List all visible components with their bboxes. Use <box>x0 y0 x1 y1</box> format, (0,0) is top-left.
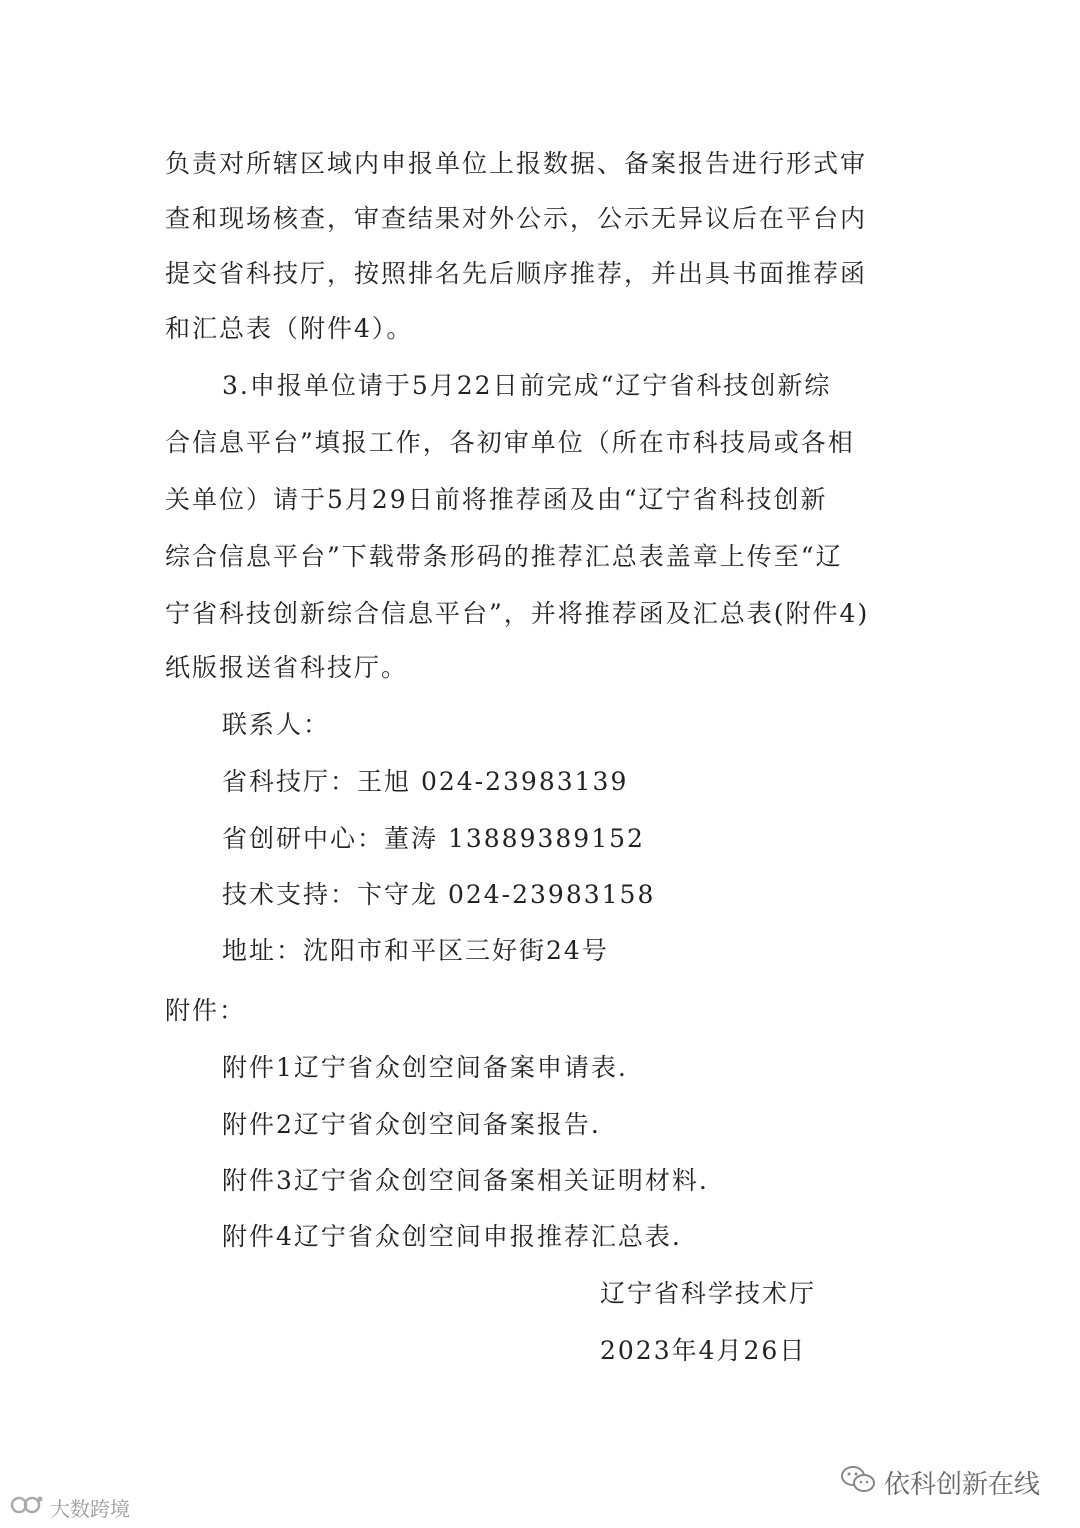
contact-item: 省创研中心：董涛 13889389152 <box>222 824 645 853</box>
brand-watermark <box>10 1492 130 1522</box>
contacts-heading: 联系人： <box>222 710 331 739</box>
contact-item: 省科技厅：王旭 024-23983139 <box>222 767 629 796</box>
body-line-5: 3.申报单位请于5月22日前完成“辽宁省科技创新综 <box>222 371 832 400</box>
body-line-9: 宁省科技创新综合信息平台”，并将推荐函及汇总表(附件4) <box>165 599 870 628</box>
attachment-item: 附件4辽宁省众创空间申报推荐汇总表. <box>222 1222 682 1251</box>
wechat-account-name: 依科创新在线 <box>884 1469 1041 1500</box>
body-line-3: 提交省科技厅，按照排名先后顺序推荐，并出具书面推荐函 <box>165 259 868 288</box>
wechat-watermark <box>840 1462 1040 1502</box>
contact-address: 地址：沈阳市和平区三好街24号 <box>222 936 609 965</box>
brand-logo-icon <box>10 1493 44 1522</box>
attachment-item: 附件1辽宁省众创空间备案申请表. <box>222 1053 628 1082</box>
wechat-icon <box>840 1464 876 1501</box>
body-line-1: 负责对所辖区域内申报单位上报数据、备案报告进行形式审 <box>165 149 868 178</box>
body-line-10: 纸版报送省科技厅。 <box>165 653 409 682</box>
body-line-8: 综合信息平台”下载带条形码的推荐汇总表盖章上传至“辽 <box>165 542 843 571</box>
attachments-heading: 附件： <box>165 996 247 1025</box>
body-line-4: 和汇总表（附件4）。 <box>165 314 414 343</box>
contact-item: 技术支持：卞守龙 024-23983158 <box>222 880 656 909</box>
attachment-item: 附件3辽宁省众创空间备案相关证明材料. <box>222 1166 709 1195</box>
signature-org: 辽宁省科学技术厅 <box>600 1279 817 1308</box>
attachment-item: 附件2辽宁省众创空间备案报告. <box>222 1110 601 1139</box>
body-line-7: 关单位）请于5月29日前将推荐函及由“辽宁省科技创新 <box>165 485 828 514</box>
body-line-6: 合信息平台”填报工作，各初审单位（所在市科技局或各相 <box>165 428 855 457</box>
brand-name: 大数跨境 <box>50 1496 130 1521</box>
signature-date: 2023年4月26日 <box>600 1336 807 1365</box>
body-line-2: 查和现场核查，审查结果对外公示，公示无异议后在平台内 <box>165 204 868 233</box>
